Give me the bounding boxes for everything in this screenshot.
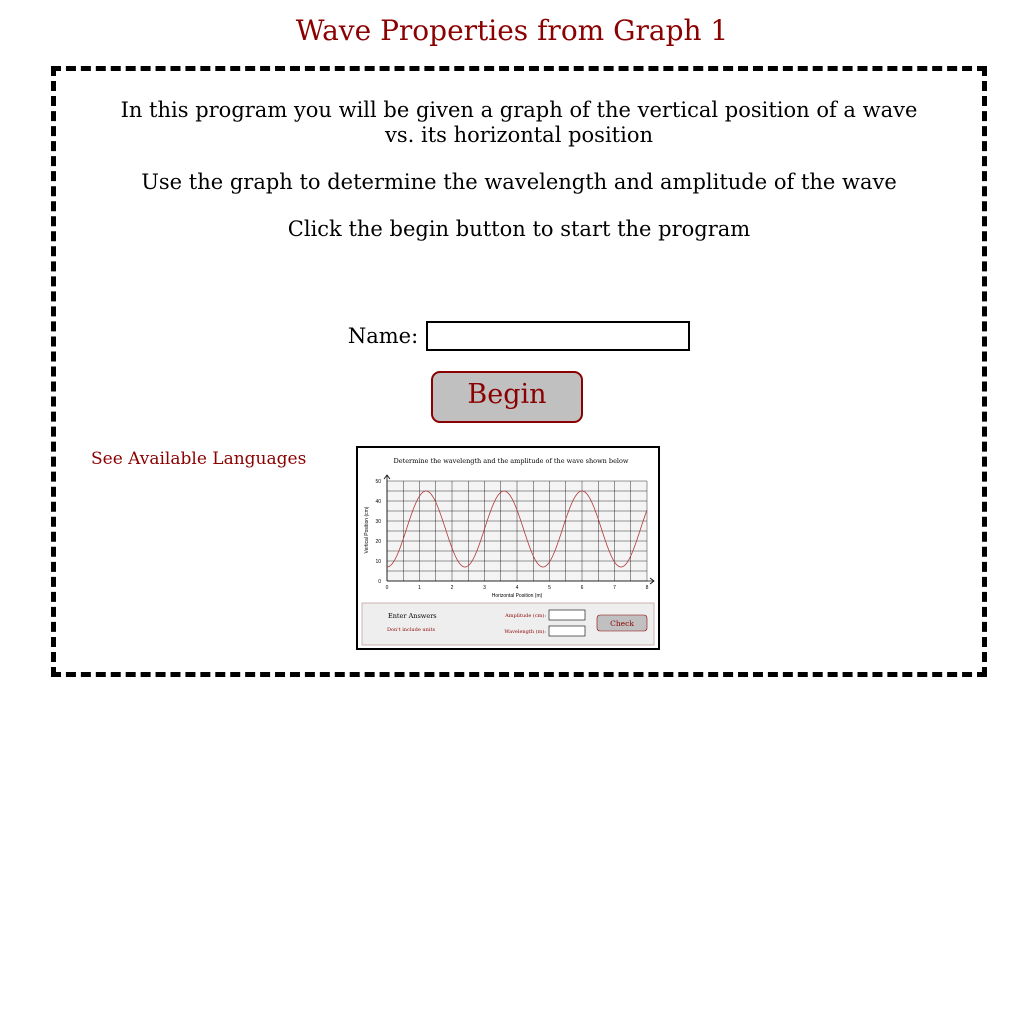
y-tick-label: 50 bbox=[375, 478, 381, 485]
x-tick-label: 4 bbox=[515, 585, 519, 591]
page-title: Wave Properties from Graph 1 bbox=[295, 14, 729, 47]
preview-grid bbox=[387, 481, 647, 581]
amplitude-label: Amplitude (cm): bbox=[505, 613, 546, 619]
preview-y-label: Vertical Position (cm) bbox=[364, 506, 370, 554]
name-input[interactable] bbox=[426, 321, 690, 351]
x-tick-label: 1 bbox=[418, 585, 421, 591]
y-tick-label: 10 bbox=[375, 558, 381, 565]
amplitude-input bbox=[549, 610, 585, 620]
x-tick-label: 6 bbox=[580, 585, 584, 591]
see-languages-link[interactable]: See Available Languages bbox=[91, 449, 307, 469]
preview-svg bbox=[358, 448, 658, 648]
x-tick-label: 2 bbox=[450, 585, 454, 591]
preview-x-label: Horizontal Position (m) bbox=[491, 593, 543, 599]
y-tick-label: 0 bbox=[378, 578, 381, 585]
preview-image bbox=[356, 446, 660, 650]
answers-heading: Enter Answers bbox=[388, 612, 437, 620]
y-tick-label: 30 bbox=[375, 518, 381, 525]
intro-text-1: In this program you will be given a graph of the vertical position of a wave vs. its horizontal position bbox=[120, 98, 918, 147]
y-tick-label: 40 bbox=[375, 498, 381, 505]
preview-title: Determine the wavelength and the amplitude of the wave shown below bbox=[393, 457, 629, 465]
x-tick-label: 5 bbox=[548, 585, 551, 591]
name-row bbox=[56, 321, 982, 351]
main-panel bbox=[51, 66, 987, 677]
intro-text-3: Click the begin button to start the program bbox=[287, 217, 751, 241]
preview-y-ticks bbox=[375, 479, 381, 585]
wavelength-input bbox=[549, 626, 585, 636]
answers-note: Don't include units bbox=[387, 627, 436, 633]
preview-x-ticks bbox=[386, 585, 649, 591]
wavelength-label: Wavelength (m): bbox=[504, 629, 546, 635]
x-tick-label: 7 bbox=[613, 585, 616, 591]
name-label: Name: bbox=[347, 324, 419, 348]
y-tick-label: 20 bbox=[375, 538, 381, 545]
x-tick-label: 8 bbox=[645, 585, 649, 591]
intro-text-2: Use the graph to determine the wavelength and amplitude of the wave bbox=[141, 170, 897, 194]
check-button-label: Check bbox=[610, 619, 634, 628]
x-tick-label: 3 bbox=[483, 585, 486, 591]
x-tick-label: 0 bbox=[385, 585, 389, 591]
begin-button[interactable]: Begin bbox=[431, 371, 583, 423]
